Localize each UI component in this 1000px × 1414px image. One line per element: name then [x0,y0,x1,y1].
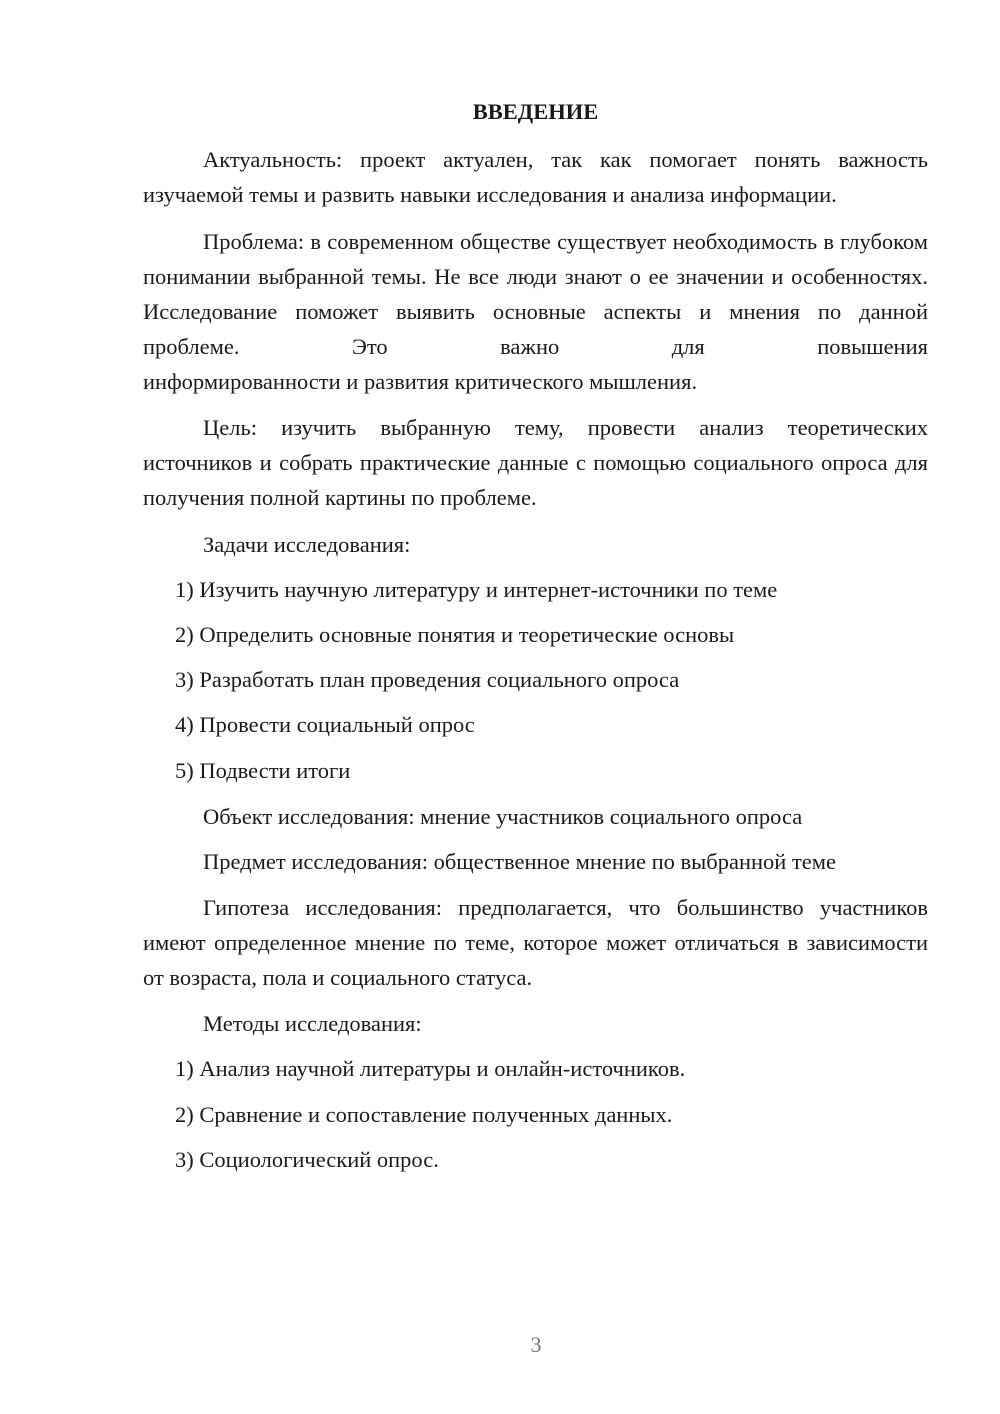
tasks-heading: Задачи исследования: [203,532,411,557]
problem-paragraph [143,224,928,399]
methods-heading: Методы исследования: [203,1011,422,1036]
goal-paragraph: Цель: изучить выбранную тему, провести анализ теоретических источников и собрать практические данные с помощью социального опроса для получения полной картины по проблеме. [143,415,928,510]
task-item: 5) Подвести итоги [175,758,351,783]
method-item: 3) Социологический опрос. [175,1147,439,1172]
task-item: 4) Провести социальный опрос [175,712,475,737]
subject-line: Предмет исследования: общественное мнение по выбранной теме [203,849,836,874]
page-title: ВВЕДЕНИЕ [472,99,599,124]
problem-text-end: информированности и развития критического мышления. [143,369,698,394]
task-item: 2) Определить основные понятия и теоретические основы [175,622,735,647]
task-item: 3) Разработать план проведения социального опроса [175,667,680,692]
object-line: Объект исследования: мнение участников социального опроса [203,804,803,829]
method-item: 2) Сравнение и сопоставление полученных данных. [175,1102,673,1127]
method-item: 1) Анализ научной литературы и онлайн-источников. [175,1056,686,1081]
page-number: 3 [530,1332,542,1357]
relevance-paragraph: Актуальность: проект актуален, так как помогает понять важность изучаемой темы и развить навыки исследования и анализа информации. [143,147,928,207]
problem-text: Проблема: в современном обществе существует необходимость в глубоком понимании выбранной темы. Не все люди знают о ее значении и особенностях. Исследование поможет выявить основные аспекты и мнения по данной проблеме. Это важно для повышения [143,229,928,359]
hypothesis-paragraph: Гипотеза исследования: предполагается, что большинство участников имеют определенное мнение по теме, которое может отличаться в зависимости от возраста, пола и социального статуса. [143,895,928,990]
task-item: 1) Изучить научную литературу и интернет-источники по теме [175,577,778,602]
